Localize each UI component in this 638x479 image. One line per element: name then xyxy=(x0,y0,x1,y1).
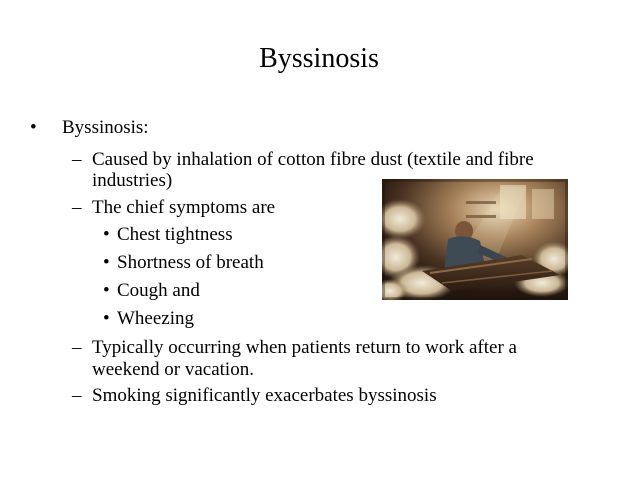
dash-marker: – xyxy=(72,149,82,170)
dash-marker: – xyxy=(72,197,82,218)
sub-bullet-text-continuation: weekend or vacation. xyxy=(92,359,254,380)
sub-bullet-text: The chief symptoms are xyxy=(92,197,276,218)
sub-bullet-text: Smoking significantly exacerbates byssinosis xyxy=(92,385,437,406)
symptom-text: Shortness of breath xyxy=(117,252,264,273)
slide-title: Byssinosis xyxy=(259,43,379,74)
dash-marker: – xyxy=(72,385,82,406)
symptom-text: Cough and xyxy=(117,280,200,301)
sub-bullet-text: Typically occurring when patients return to work after a xyxy=(92,337,517,358)
sub-bullet-text: Caused by inhalation of cotton fibre dust (textile and fibre xyxy=(92,149,534,170)
bullet-marker: • xyxy=(30,117,37,138)
symptom-text: Wheezing xyxy=(117,308,195,329)
bullet-marker: • xyxy=(103,224,110,245)
dash-marker: – xyxy=(72,337,82,358)
bullet-marker: • xyxy=(103,280,110,301)
bullet-marker: • xyxy=(103,308,110,329)
sub-bullet-text-continuation: industries) xyxy=(92,170,173,191)
symptom-text: Chest tightness xyxy=(117,224,233,245)
bullet-text: Byssinosis: xyxy=(62,117,149,138)
cotton-mill-worker-photo xyxy=(382,179,568,300)
bullet-marker: • xyxy=(103,252,110,273)
